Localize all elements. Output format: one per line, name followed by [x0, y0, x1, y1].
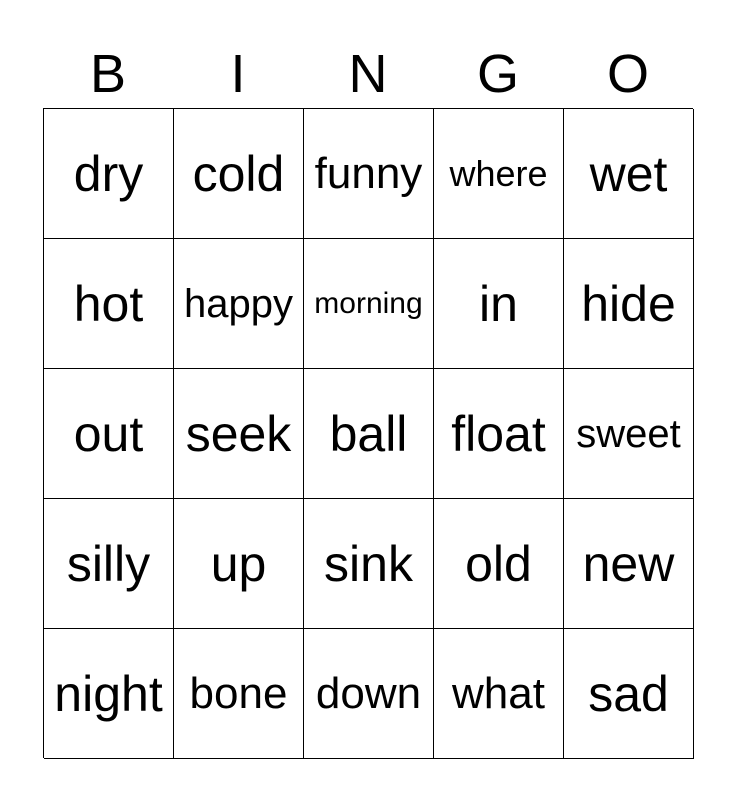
- bingo-cell-r2-c3[interactable]: float: [434, 369, 564, 499]
- bingo-cell-r1-c3[interactable]: in: [434, 239, 564, 369]
- bingo-cell-r1-c4[interactable]: hide: [564, 239, 694, 369]
- header-letter-b: B: [89, 44, 127, 104]
- bingo-cell-r1-c1[interactable]: happy: [174, 239, 304, 369]
- bingo-cell-r4-c4[interactable]: sad: [564, 629, 694, 759]
- bingo-card-grid: [43, 108, 693, 758]
- bingo-cell-r1-c2[interactable]: morning: [304, 239, 434, 369]
- bingo-cell-r0-c0[interactable]: dry: [44, 109, 174, 239]
- bingo-cell-r4-c0[interactable]: night: [44, 629, 174, 759]
- bingo-cell-r2-c1[interactable]: seek: [174, 369, 304, 499]
- header-letter-g: G: [476, 44, 519, 104]
- bingo-cell-r3-c0[interactable]: silly: [44, 499, 174, 629]
- bingo-cell-r3-c3[interactable]: old: [434, 499, 564, 629]
- bingo-cell-r3-c2[interactable]: sink: [304, 499, 434, 629]
- header-letter-o: O: [606, 44, 649, 104]
- bingo-cell-r2-c0[interactable]: out: [44, 369, 174, 499]
- bingo-cell-r4-c2[interactable]: down: [304, 629, 434, 759]
- bingo-cell-r0-c1[interactable]: cold: [174, 109, 304, 239]
- bingo-header: [43, 40, 693, 108]
- bingo-cell-r3-c4[interactable]: new: [564, 499, 694, 629]
- header-letter-n: N: [348, 44, 388, 104]
- bingo-cell-r1-c0[interactable]: hot: [44, 239, 174, 369]
- bingo-cell-r2-c4[interactable]: sweet: [564, 369, 694, 499]
- bingo-cell-r0-c3[interactable]: where: [434, 109, 564, 239]
- bingo-cell-r3-c1[interactable]: up: [174, 499, 304, 629]
- bingo-cell-r0-c2[interactable]: funny: [304, 109, 434, 239]
- header-letter-i: I: [230, 44, 246, 104]
- bingo-cell-r0-c4[interactable]: wet: [564, 109, 694, 239]
- bingo-cell-r4-c3[interactable]: what: [434, 629, 564, 759]
- bingo-cell-r4-c1[interactable]: bone: [174, 629, 304, 759]
- bingo-cell-r2-c2[interactable]: ball: [304, 369, 434, 499]
